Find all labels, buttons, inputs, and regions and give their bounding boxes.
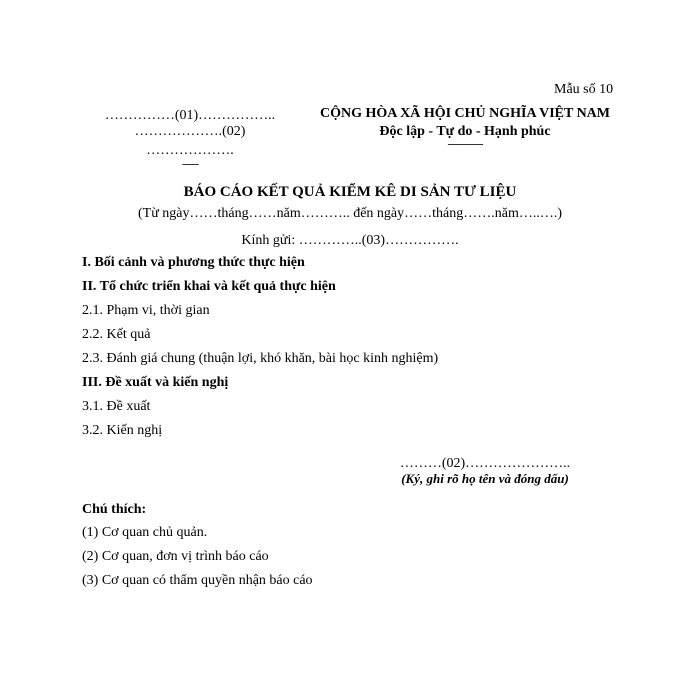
subsection-item: 3.1. Đề xuất <box>82 399 151 414</box>
form-number: Mẫu số 10 <box>554 82 614 97</box>
country-name: CỘNG HÒA XÃ HỘI CHỦ NGHĨA VIỆT NAM <box>319 106 610 121</box>
subsection-item: 2.3. Đánh giá chung (thuận lợi, khó khăn, bài học kinh nghiệm) <box>82 351 439 366</box>
agency-rule: ------- <box>181 159 199 170</box>
signature-note: (Ký, ghi rõ họ tên và đóng dấu) <box>401 471 569 486</box>
agency-line-2: ……………….(02) <box>134 124 246 139</box>
note-item: (1) Cơ quan chủ quản. <box>82 525 208 540</box>
note-item: (2) Cơ quan, đơn vị trình báo cáo <box>82 549 269 564</box>
section-heading: II. Tổ chức triển khai và kết quả thực hiện <box>82 279 336 294</box>
agency-line-3: ………………. <box>146 143 234 158</box>
notes-heading: Chú thích: <box>82 502 147 517</box>
subsection-item: 2.2. Kết quả <box>82 327 151 342</box>
report-title: BÁO CÁO KẾT QUẢ KIỂM KÊ DI SẢN TƯ LIỆU <box>183 184 517 200</box>
section-heading: I. Bối cảnh và phương thức thực hiện <box>82 255 305 270</box>
subsection-item: 3.2. Kiến nghị <box>82 423 163 438</box>
motto-rule: --------------- <box>447 139 483 150</box>
signature-line: ………(02)………………….. <box>399 456 571 471</box>
recipient-line: Kính gửi: …………..(03)……………. <box>241 233 459 248</box>
subsection-item: 2.1. Phạm vi, thời gian <box>82 303 210 318</box>
report-period: (Từ ngày……tháng……năm……….. đến ngày……tháng…….năm…..….) <box>137 206 563 221</box>
note-item: (3) Cơ quan có thẩm quyền nhận báo cáo <box>82 573 313 588</box>
national-motto: Độc lập - Tự do - Hạnh phúc <box>379 124 551 139</box>
agency-line-1: ……………(01)…………….. <box>104 108 276 123</box>
section-heading: III. Đề xuất và kiến nghị <box>82 375 229 390</box>
